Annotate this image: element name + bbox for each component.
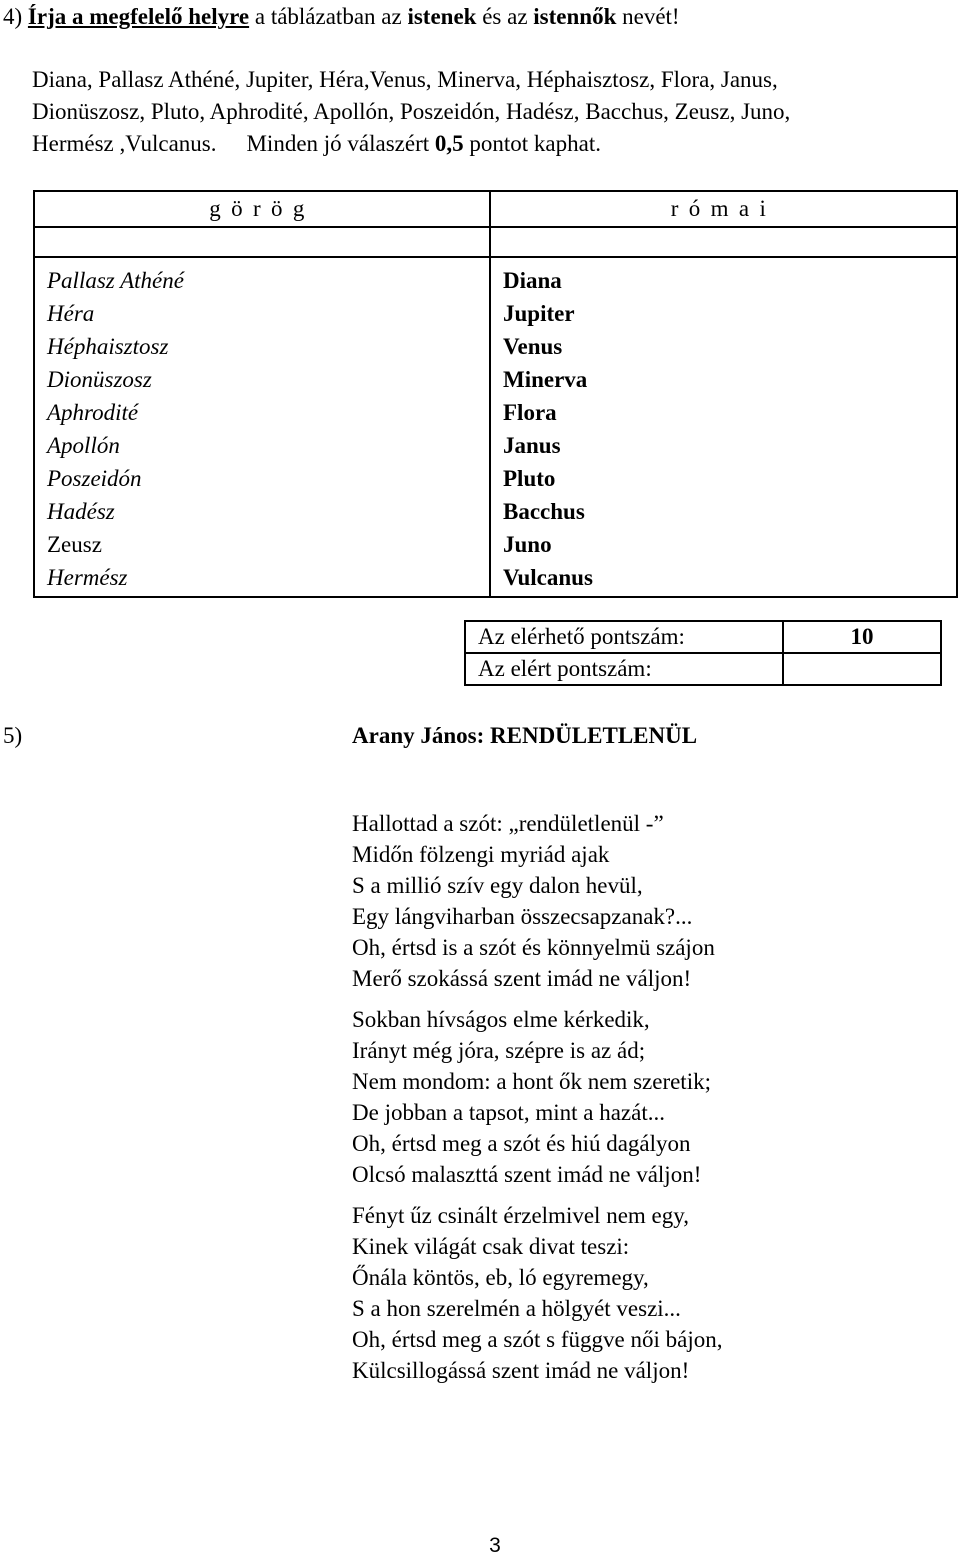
note-text: Minden jó válaszért (246, 131, 435, 156)
poem-line: S a hon szerelmén a hölgyét veszi... (352, 1296, 681, 1321)
word-bank-line: Dionüszosz, Pluto, Aphrodité, Apollón, Poszeidón, Hadész, Bacchus, Zeusz, Juno, (32, 99, 791, 124)
list-item: Janus (503, 433, 561, 458)
poem-line: Olcsó malaszttá szent imád ne váljon! (352, 1162, 702, 1187)
list-item: Jupiter (503, 301, 575, 326)
greek-gods-cell[interactable] (34, 257, 490, 597)
table-answer-row (34, 257, 957, 597)
roman-gods-cell[interactable] (490, 257, 957, 597)
question-number: 4) (3, 4, 23, 29)
title-emphasis-1: Írja a megfelelő helyre (27, 4, 250, 29)
list-item: Venus (503, 334, 563, 359)
list-item: Hadész (47, 499, 115, 524)
list-item: Vulcanus (503, 565, 593, 590)
poem-line: Merő szokássá szent imád ne váljon! (352, 966, 692, 991)
poem-line: Irányt még jóra, szépre is az ád; (352, 1038, 646, 1063)
page-number: 3 (489, 1534, 501, 1557)
note-points: 0,5 (434, 131, 464, 156)
note-text: pontot kaphat. (463, 131, 601, 156)
poem-line: De jobban a tapsot, mint a hazát... (352, 1100, 665, 1125)
question-4-title (3, 2, 680, 32)
poem-line: Sokban hívságos elme kérkedik, (352, 1007, 650, 1032)
poem-line: Őnála köntös, eb, ló egyremegy, (352, 1265, 649, 1290)
list-item: Dionüszosz (47, 367, 152, 392)
list-item: Aphrodité (47, 400, 139, 425)
achieved-score-field[interactable] (783, 653, 941, 685)
poem-line: Nem mondom: a hont ők nem szeretik; (352, 1069, 711, 1094)
list-item: Juno (503, 532, 552, 557)
list-item: Héra (47, 301, 95, 326)
poem-line: Oh, értsd is a szót és könnyelmü szájon (352, 935, 715, 960)
list-item: Minerva (503, 367, 588, 392)
title-text: a táblázatban az (249, 4, 408, 29)
poem-stanza (352, 808, 952, 994)
table-header-row (34, 191, 957, 227)
score-box (464, 620, 942, 686)
poem-line: S a millió szív egy dalon hevül, (352, 873, 643, 898)
poem-line: Hallottad a szót: „rendületlenül -” (352, 811, 664, 836)
poem-line: Oh, értsd meg a szót s függve női bájon, (352, 1327, 723, 1352)
max-score-value: 10 (783, 621, 941, 653)
poem-line: Midőn fölzengi myriád ajak (352, 842, 610, 867)
scoring-note (246, 131, 601, 156)
list-item: Héphaisztosz (47, 334, 169, 359)
title-text: és az (476, 4, 534, 29)
empty-cell[interactable] (34, 227, 490, 257)
header-roman: római (490, 191, 957, 227)
word-bank (32, 64, 952, 160)
table-empty-row (34, 227, 957, 257)
poem-line: Kinek világát csak divat teszi: (352, 1234, 630, 1259)
word-bank-line: Diana, Pallasz Athéné, Jupiter, Héra,Venus, Minerva, Héphaisztosz, Flora, Janus, (32, 67, 778, 92)
list-item: Diana (503, 268, 562, 293)
list-item: Pallasz Athéné (47, 268, 184, 293)
word-bank-line-with-note (32, 128, 952, 160)
poem-line: Oh, értsd meg a szót és hiú dagályon (352, 1131, 691, 1156)
poem-line: Fényt űz csinált érzelmivel nem egy, (352, 1203, 690, 1228)
poem-line: Egy lángviharban összecsapzanak?... (352, 904, 693, 929)
list-item: Poszeidón (47, 466, 142, 491)
gods-table (33, 190, 958, 598)
poem-stanza (352, 1200, 952, 1386)
list-item: Hermész (47, 565, 128, 590)
title-text: nevét! (616, 4, 680, 29)
header-greek: görög (34, 191, 490, 227)
score-row-max (465, 621, 941, 653)
title-emphasis-3: istennők (533, 4, 617, 29)
poem-stanza (352, 1004, 952, 1190)
poem-line: Külcsillogássá szent imád ne váljon! (352, 1358, 690, 1383)
word-bank-line: Hermész ,Vulcanus. (32, 131, 217, 156)
question-number: 5) (3, 723, 23, 748)
max-score-label: Az elérhető pontszám: (465, 621, 783, 653)
achieved-score-label: Az elért pontszám: (465, 653, 783, 685)
list-item: Apollón (47, 433, 120, 458)
score-row-got (465, 653, 941, 685)
poem-title: Arany János: RENDÜLETLENÜL (352, 723, 698, 748)
title-emphasis-2: istenek (407, 4, 477, 29)
empty-cell[interactable] (490, 227, 957, 257)
list-item: Bacchus (503, 499, 585, 524)
list-item: Flora (503, 400, 557, 425)
list-item: Pluto (503, 466, 556, 491)
list-item: Zeusz (47, 532, 102, 557)
poem (352, 808, 952, 1396)
